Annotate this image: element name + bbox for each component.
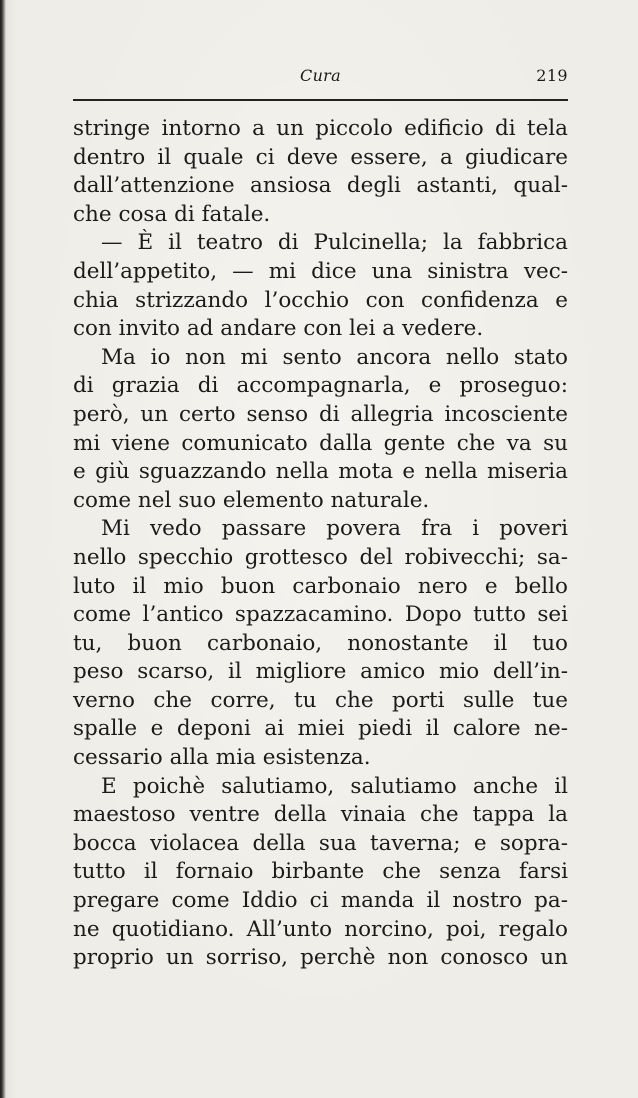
text-line: — È il teatro di Pulcinella; la fabbrica xyxy=(101,230,568,256)
text-line: E poichè salutiamo, salutiamo anche il xyxy=(101,773,568,799)
text-line: ne quotidiano. All’unto norcino, poi, regalo xyxy=(73,916,568,942)
page-binding-edge xyxy=(0,0,6,1098)
running-title: Cura xyxy=(300,66,341,85)
text-line: cessario alla mia esistenza. xyxy=(73,745,371,771)
text-line: dentro il quale ci deve essere, a giudicare xyxy=(73,144,568,170)
text-line: nello specchio grottesco del robivecchi; sa- xyxy=(73,544,568,570)
text-line: luto il mio buon carbonaio nero e bello xyxy=(73,573,568,599)
text-line: dall’attenzione ansiosa degli astanti, qual- xyxy=(73,173,568,199)
body-text xyxy=(73,115,568,973)
text-line: Mi vedo passare povera fra i poveri xyxy=(101,516,568,542)
text-line: maestoso ventre della vinaia che tappa la xyxy=(73,802,568,828)
text-line: tutto il fornaio birbante che senza farsi xyxy=(73,859,568,885)
text-line: stringe intorno a un piccolo edificio di tela xyxy=(73,116,568,141)
running-header xyxy=(73,66,568,92)
text-line: però, un certo senso di allegria incosciente xyxy=(73,401,568,427)
text-line: bocca violacea della sua taverna; e sopra- xyxy=(73,830,568,856)
text-line: chia strizzando l’occhio con confidenza e xyxy=(73,287,568,313)
text-line: mi viene comunicato dalla gente che va su xyxy=(73,430,568,456)
text-line: che cosa di fatale. xyxy=(73,201,271,227)
text-line: pregare come Iddio ci manda il nostro pa- xyxy=(73,888,568,914)
text-line: come nel suo elemento naturale. xyxy=(73,487,430,513)
text-line: come l’antico spazzacamino. Dopo tutto sei xyxy=(73,602,568,628)
text-line: Ma io non mi sento ancora nello stato xyxy=(101,344,568,370)
text-line: verno che corre, tu che porti sulle tue xyxy=(73,687,568,713)
text-line: con invito ad andare con lei a vedere. xyxy=(73,316,484,342)
header-rule xyxy=(73,99,568,101)
text-line: spalle e deponi ai miei piedi il calore ne- xyxy=(73,716,568,742)
text-line: peso scarso, il migliore amico mio dell’in- xyxy=(73,659,568,685)
text-line: dell’appetito, — mi dice una sinistra vec- xyxy=(73,258,568,284)
text-line: tu, buon carbonaio, nonostante il tuo xyxy=(73,630,568,656)
text-line: proprio un sorriso, perchè non conosco un xyxy=(73,945,568,971)
page-number: 219 xyxy=(536,66,568,85)
text-line: e giù sguazzando nella mota e nella miseria xyxy=(73,459,568,485)
text-line: di grazia di accompagnarla, e proseguo: xyxy=(73,373,568,399)
